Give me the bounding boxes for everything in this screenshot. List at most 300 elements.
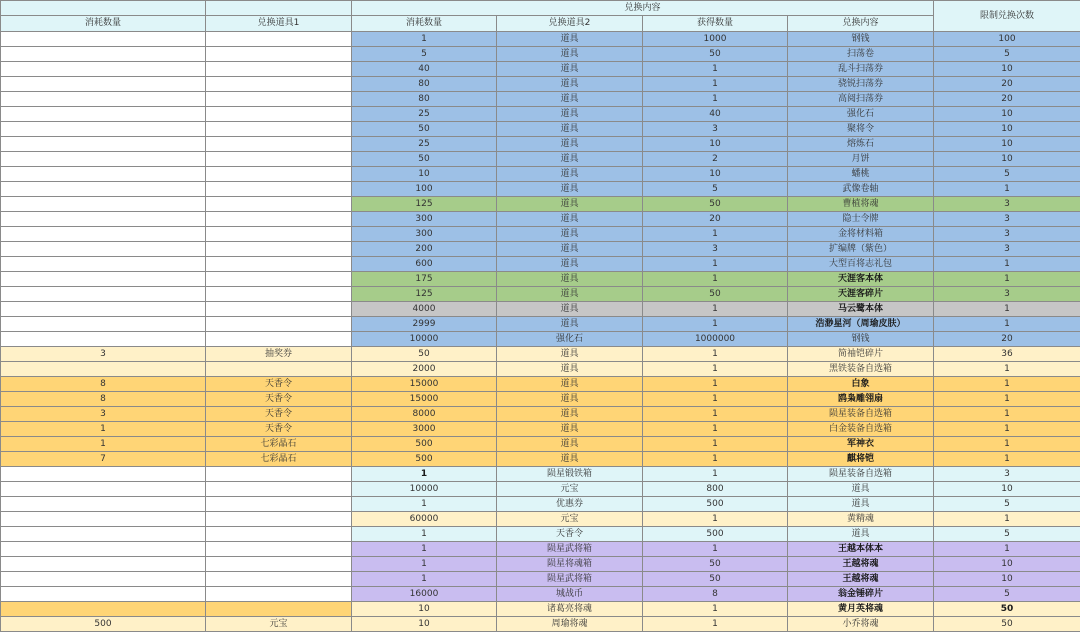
cell-item-1[interactable] (206, 302, 352, 317)
cell-content[interactable]: 王越本体本 (788, 542, 934, 557)
cell-limit[interactable]: 3 (934, 197, 1080, 212)
cell-gain-qty[interactable]: 3 (643, 242, 788, 257)
cell-consume-qty-2[interactable]: 2999 (352, 317, 497, 332)
cell-limit[interactable]: 3 (934, 227, 1080, 242)
cell-consume-qty-2[interactable]: 10000 (352, 482, 497, 497)
cell-consume-qty-1[interactable] (1, 32, 206, 47)
cell-limit[interactable]: 1 (934, 452, 1080, 467)
cell-consume-qty-2[interactable]: 5 (352, 47, 497, 62)
cell-gain-qty[interactable]: 1 (643, 317, 788, 332)
cell-gain-qty[interactable]: 500 (643, 527, 788, 542)
header-col-gain-qty[interactable]: 获得数量 (643, 16, 788, 32)
cell-item-1[interactable]: 七彩晶石 (206, 452, 352, 467)
cell-consume-qty-2[interactable]: 600 (352, 257, 497, 272)
cell-gain-qty[interactable]: 1 (643, 422, 788, 437)
cell-limit[interactable]: 20 (934, 77, 1080, 92)
cell-gain-qty[interactable]: 800 (643, 482, 788, 497)
cell-item-1[interactable]: 天香令 (206, 407, 352, 422)
cell-gain-qty[interactable]: 50 (643, 572, 788, 587)
table-row (1, 347, 1080, 362)
cell-content[interactable]: 金将材料箱 (788, 227, 934, 242)
cell-consume-qty-1[interactable] (1, 332, 206, 347)
cell-item-2[interactable]: 天香令 (497, 527, 643, 542)
cell-item-2[interactable]: 道具 (497, 167, 643, 182)
cell-consume-qty-1[interactable] (1, 77, 206, 92)
cell-limit[interactable]: 50 (934, 617, 1080, 632)
cell-limit[interactable]: 5 (934, 167, 1080, 182)
cell-limit[interactable]: 1 (934, 182, 1080, 197)
cell-content[interactable]: 聚将令 (788, 122, 934, 137)
cell-item-1[interactable] (206, 227, 352, 242)
cell-content[interactable]: 陨星装备自选箱 (788, 407, 934, 422)
table-row (1, 122, 1080, 137)
cell-item-1[interactable] (206, 182, 352, 197)
cell-gain-qty[interactable]: 500 (643, 497, 788, 512)
cell-item-2[interactable]: 元宝 (497, 482, 643, 497)
cell-item-1[interactable] (206, 317, 352, 332)
cell-consume-qty-2[interactable]: 80 (352, 77, 497, 92)
table-row (1, 62, 1080, 77)
cell-item-1[interactable] (206, 122, 352, 137)
cell-consume-qty-2[interactable]: 25 (352, 137, 497, 152)
cell-consume-qty-2[interactable]: 50 (352, 347, 497, 362)
cell-content[interactable]: 白金装备自选箱 (788, 422, 934, 437)
cell-gain-qty[interactable]: 8 (643, 587, 788, 602)
cell-consume-qty-1[interactable] (1, 302, 206, 317)
cell-consume-qty-1[interactable]: 3 (1, 407, 206, 422)
cell-gain-qty[interactable]: 10 (643, 137, 788, 152)
cell-item-2[interactable]: 道具 (497, 437, 643, 452)
cell-limit[interactable]: 1 (934, 422, 1080, 437)
cell-consume-qty-2[interactable]: 10 (352, 167, 497, 182)
cell-content[interactable]: 道具 (788, 527, 934, 542)
cell-item-2[interactable]: 道具 (497, 47, 643, 62)
cell-limit[interactable]: 1 (934, 377, 1080, 392)
cell-content[interactable]: 天涯客碎片 (788, 287, 934, 302)
table-row (1, 227, 1080, 242)
cell-limit[interactable]: 1 (934, 362, 1080, 377)
cell-limit[interactable]: 5 (934, 527, 1080, 542)
cell-consume-qty-2[interactable]: 10 (352, 602, 497, 617)
cell-item-2[interactable]: 道具 (497, 347, 643, 362)
cell-item-1[interactable]: 元宝 (206, 617, 352, 632)
cell-limit[interactable]: 10 (934, 152, 1080, 167)
cell-item-2[interactable]: 陨星武将箱 (497, 572, 643, 587)
cell-item-1[interactable] (206, 542, 352, 557)
cell-consume-qty-1[interactable] (1, 467, 206, 482)
cell-consume-qty-1[interactable]: 1 (1, 437, 206, 452)
cell-content[interactable]: 曹植将魂 (788, 197, 934, 212)
cell-gain-qty[interactable]: 50 (643, 197, 788, 212)
cell-consume-qty-1[interactable] (1, 152, 206, 167)
cell-consume-qty-1[interactable] (1, 482, 206, 497)
cell-consume-qty-1[interactable] (1, 317, 206, 332)
cell-item-2[interactable]: 道具 (497, 377, 643, 392)
cell-item-1[interactable] (206, 257, 352, 272)
cell-item-1[interactable] (206, 602, 352, 617)
cell-consume-qty-2[interactable]: 300 (352, 227, 497, 242)
cell-limit[interactable]: 5 (934, 497, 1080, 512)
cell-gain-qty[interactable]: 2 (643, 152, 788, 167)
cell-item-1[interactable] (206, 197, 352, 212)
cell-content[interactable]: 简袖铠碎片 (788, 347, 934, 362)
cell-gain-qty[interactable]: 50 (643, 47, 788, 62)
cell-gain-qty[interactable]: 1 (643, 347, 788, 362)
table-row (1, 212, 1080, 227)
cell-limit[interactable]: 100 (934, 32, 1080, 47)
cell-limit[interactable]: 1 (934, 317, 1080, 332)
cell-content[interactable]: 军神衣 (788, 437, 934, 452)
cell-consume-qty-1[interactable] (1, 167, 206, 182)
cell-consume-qty-1[interactable] (1, 497, 206, 512)
cell-gain-qty[interactable]: 1 (643, 302, 788, 317)
cell-item-1[interactable]: 抽奖券 (206, 347, 352, 362)
cell-content[interactable]: 骁锐扫荡券 (788, 77, 934, 92)
cell-content[interactable]: 天涯客本体 (788, 272, 934, 287)
cell-gain-qty[interactable]: 5 (643, 182, 788, 197)
cell-item-1[interactable]: 天香令 (206, 392, 352, 407)
cell-item-1[interactable] (206, 107, 352, 122)
cell-item-2[interactable]: 城战币 (497, 587, 643, 602)
cell-gain-qty[interactable]: 20 (643, 212, 788, 227)
cell-gain-qty[interactable]: 1 (643, 77, 788, 92)
table-row (1, 32, 1080, 47)
cell-item-1[interactable] (206, 557, 352, 572)
cell-consume-qty-1[interactable] (1, 242, 206, 257)
table-row (1, 422, 1080, 437)
cell-consume-qty-2[interactable]: 500 (352, 437, 497, 452)
cell-consume-qty-1[interactable] (1, 272, 206, 287)
cell-item-2[interactable]: 强化石 (497, 332, 643, 347)
cell-limit[interactable]: 36 (934, 347, 1080, 362)
cell-consume-qty-1[interactable]: 500 (1, 617, 206, 632)
cell-consume-qty-2[interactable]: 1 (352, 572, 497, 587)
cell-consume-qty-1[interactable] (1, 212, 206, 227)
cell-gain-qty[interactable]: 50 (643, 557, 788, 572)
cell-item-1[interactable] (206, 287, 352, 302)
cell-consume-qty-1[interactable] (1, 257, 206, 272)
cell-content[interactable]: 武像卷轴 (788, 182, 934, 197)
cell-consume-qty-1[interactable]: 1 (1, 422, 206, 437)
cell-gain-qty[interactable]: 1000000 (643, 332, 788, 347)
cell-consume-qty-2[interactable]: 25 (352, 107, 497, 122)
header-col-consume-qty-1[interactable]: 消耗数量 (1, 16, 206, 32)
cell-consume-qty-2[interactable]: 15000 (352, 392, 497, 407)
cell-item-2[interactable]: 道具 (497, 212, 643, 227)
cell-consume-qty-1[interactable]: 8 (1, 377, 206, 392)
cell-item-2[interactable]: 道具 (497, 287, 643, 302)
cell-consume-qty-1[interactable] (1, 512, 206, 527)
cell-limit[interactable]: 1 (934, 512, 1080, 527)
cell-content[interactable]: 王越将魂 (788, 572, 934, 587)
cell-consume-qty-1[interactable] (1, 137, 206, 152)
cell-content[interactable]: 麒将铠 (788, 452, 934, 467)
cell-content[interactable]: 黄月英将魂 (788, 602, 934, 617)
cell-gain-qty[interactable]: 1 (643, 272, 788, 287)
cell-content[interactable]: 鸥枭雕翎扇 (788, 392, 934, 407)
cell-item-2[interactable]: 道具 (497, 32, 643, 47)
cell-gain-qty[interactable]: 1 (643, 407, 788, 422)
cell-consume-qty-1[interactable] (1, 587, 206, 602)
cell-consume-qty-2[interactable]: 40 (352, 62, 497, 77)
cell-consume-qty-2[interactable]: 100 (352, 182, 497, 197)
cell-item-1[interactable] (206, 482, 352, 497)
cell-gain-qty[interactable]: 1 (643, 467, 788, 482)
cell-consume-qty-1[interactable] (1, 572, 206, 587)
cell-consume-qty-1[interactable]: 7 (1, 452, 206, 467)
cell-item-2[interactable]: 道具 (497, 272, 643, 287)
cell-item-2[interactable]: 道具 (497, 242, 643, 257)
cell-content[interactable]: 马云鹭本体 (788, 302, 934, 317)
cell-gain-qty[interactable]: 1 (643, 257, 788, 272)
cell-consume-qty-2[interactable]: 16000 (352, 587, 497, 602)
cell-item-1[interactable] (206, 137, 352, 152)
cell-consume-qty-2[interactable]: 125 (352, 287, 497, 302)
cell-item-2[interactable]: 周瑜将魂 (497, 617, 643, 632)
cell-consume-qty-2[interactable]: 10 (352, 617, 497, 632)
cell-consume-qty-2[interactable]: 10000 (352, 332, 497, 347)
cell-content[interactable]: 月饼 (788, 152, 934, 167)
cell-limit[interactable]: 3 (934, 287, 1080, 302)
cell-consume-qty-2[interactable]: 15000 (352, 377, 497, 392)
header-limit[interactable]: 限制兑换次数 (934, 1, 1080, 32)
cell-item-1[interactable] (206, 152, 352, 167)
cell-consume-qty-2[interactable]: 1 (352, 497, 497, 512)
cell-item-1[interactable] (206, 272, 352, 287)
cell-consume-qty-2[interactable]: 1 (352, 557, 497, 572)
cell-gain-qty[interactable]: 1000 (643, 32, 788, 47)
cell-consume-qty-1[interactable] (1, 287, 206, 302)
cell-consume-qty-2[interactable]: 60000 (352, 512, 497, 527)
cell-consume-qty-2[interactable]: 8000 (352, 407, 497, 422)
cell-item-1[interactable] (206, 527, 352, 542)
cell-limit[interactable]: 1 (934, 407, 1080, 422)
cell-item-2[interactable]: 道具 (497, 422, 643, 437)
cell-gain-qty[interactable]: 10 (643, 167, 788, 182)
cell-consume-qty-2[interactable]: 1 (352, 467, 497, 482)
cell-content[interactable]: 乱斗扫荡券 (788, 62, 934, 77)
cell-content[interactable]: 翁金锤碎片 (788, 587, 934, 602)
cell-item-2[interactable]: 道具 (497, 122, 643, 137)
cell-gain-qty[interactable]: 1 (643, 92, 788, 107)
cell-item-2[interactable]: 道具 (497, 152, 643, 167)
cell-limit[interactable]: 10 (934, 62, 1080, 77)
cell-content[interactable]: 大型百将志礼包 (788, 257, 934, 272)
cell-consume-qty-2[interactable]: 50 (352, 122, 497, 137)
cell-limit[interactable]: 3 (934, 212, 1080, 227)
cell-content[interactable]: 钢钱 (788, 32, 934, 47)
cell-limit[interactable]: 5 (934, 47, 1080, 62)
cell-item-1[interactable] (206, 47, 352, 62)
cell-item-2[interactable]: 道具 (497, 317, 643, 332)
cell-gain-qty[interactable]: 1 (643, 452, 788, 467)
cell-consume-qty-2[interactable]: 2000 (352, 362, 497, 377)
cell-gain-qty[interactable]: 1 (643, 377, 788, 392)
cell-item-2[interactable]: 陨星锻铁箱 (497, 467, 643, 482)
cell-item-2[interactable]: 诸葛亮将魂 (497, 602, 643, 617)
header-group-title[interactable]: 兑换内容 (352, 1, 934, 16)
cell-item-2[interactable]: 道具 (497, 392, 643, 407)
cell-consume-qty-2[interactable]: 200 (352, 242, 497, 257)
cell-item-1[interactable] (206, 212, 352, 227)
cell-gain-qty[interactable]: 3 (643, 122, 788, 137)
cell-item-1[interactable] (206, 467, 352, 482)
cell-consume-qty-1[interactable] (1, 197, 206, 212)
cell-content[interactable]: 高阅扫荡券 (788, 92, 934, 107)
cell-limit[interactable]: 10 (934, 482, 1080, 497)
cell-content[interactable]: 小乔将魂 (788, 617, 934, 632)
cell-item-1[interactable] (206, 362, 352, 377)
cell-content[interactable]: 蟠桃 (788, 167, 934, 182)
cell-content[interactable]: 王越将魂 (788, 557, 934, 572)
cell-gain-qty[interactable]: 1 (643, 392, 788, 407)
cell-item-1[interactable] (206, 77, 352, 92)
cell-content[interactable]: 道具 (788, 482, 934, 497)
cell-item-2[interactable]: 道具 (497, 302, 643, 317)
cell-limit[interactable]: 1 (934, 437, 1080, 452)
cell-consume-qty-1[interactable] (1, 182, 206, 197)
cell-consume-qty-2[interactable]: 1 (352, 527, 497, 542)
cell-item-2[interactable]: 道具 (497, 137, 643, 152)
cell-item-1[interactable]: 天香令 (206, 377, 352, 392)
table-row (1, 317, 1080, 332)
cell-consume-qty-1[interactable] (1, 362, 206, 377)
cell-limit[interactable]: 1 (934, 257, 1080, 272)
cell-item-1[interactable] (206, 512, 352, 527)
cell-gain-qty[interactable]: 1 (643, 227, 788, 242)
cell-item-2[interactable]: 道具 (497, 227, 643, 242)
cell-limit[interactable]: 50 (934, 602, 1080, 617)
cell-content[interactable]: 强化石 (788, 107, 934, 122)
cell-limit[interactable]: 10 (934, 557, 1080, 572)
cell-content[interactable]: 陨星装备自选箱 (788, 467, 934, 482)
cell-item-1[interactable] (206, 497, 352, 512)
header-col-content[interactable]: 兑换内容 (788, 16, 934, 32)
header-col-item-2[interactable]: 兑换道具2 (497, 16, 643, 32)
cell-consume-qty-2[interactable]: 125 (352, 197, 497, 212)
table-row (1, 602, 1080, 617)
cell-content[interactable]: 钢钱 (788, 332, 934, 347)
cell-consume-qty-1[interactable] (1, 227, 206, 242)
cell-item-2[interactable]: 陨星武将箱 (497, 542, 643, 557)
cell-consume-qty-1[interactable] (1, 557, 206, 572)
cell-consume-qty-2[interactable]: 1 (352, 542, 497, 557)
cell-content[interactable]: 浩渺星河（周瑜皮肤） (788, 317, 934, 332)
cell-consume-qty-1[interactable] (1, 122, 206, 137)
cell-item-1[interactable] (206, 167, 352, 182)
cell-gain-qty[interactable]: 1 (643, 437, 788, 452)
header-col-consume-qty-2[interactable]: 消耗数量 (352, 16, 497, 32)
cell-gain-qty[interactable]: 50 (643, 287, 788, 302)
cell-consume-qty-2[interactable]: 4000 (352, 302, 497, 317)
cell-consume-qty-2[interactable]: 175 (352, 272, 497, 287)
cell-gain-qty[interactable]: 1 (643, 617, 788, 632)
cell-item-1[interactable]: 天香令 (206, 422, 352, 437)
cell-consume-qty-2[interactable]: 50 (352, 152, 497, 167)
cell-item-2[interactable]: 优惠券 (497, 497, 643, 512)
cell-gain-qty[interactable]: 1 (643, 542, 788, 557)
cell-item-2[interactable]: 道具 (497, 407, 643, 422)
cell-item-2[interactable]: 道具 (497, 62, 643, 77)
cell-item-1[interactable] (206, 587, 352, 602)
cell-item-2[interactable]: 道具 (497, 182, 643, 197)
cell-item-2[interactable]: 道具 (497, 77, 643, 92)
cell-item-1[interactable] (206, 32, 352, 47)
cell-gain-qty[interactable]: 1 (643, 512, 788, 527)
cell-limit[interactable]: 10 (934, 107, 1080, 122)
cell-item-2[interactable]: 道具 (497, 257, 643, 272)
cell-consume-qty-1[interactable] (1, 47, 206, 62)
cell-gain-qty[interactable]: 1 (643, 62, 788, 77)
cell-limit[interactable]: 3 (934, 242, 1080, 257)
cell-content[interactable]: 扫荡卷 (788, 47, 934, 62)
cell-item-1[interactable] (206, 572, 352, 587)
cell-limit[interactable]: 10 (934, 137, 1080, 152)
cell-item-1[interactable] (206, 62, 352, 77)
cell-consume-qty-1[interactable] (1, 527, 206, 542)
cell-content[interactable]: 道具 (788, 497, 934, 512)
header-col-item-1[interactable]: 兑换道具1 (206, 16, 352, 32)
cell-item-2[interactable]: 道具 (497, 197, 643, 212)
cell-item-1[interactable]: 七彩晶石 (206, 437, 352, 452)
cell-content[interactable]: 扩编牌（紫色） (788, 242, 934, 257)
cell-consume-qty-2[interactable]: 80 (352, 92, 497, 107)
cell-limit[interactable]: 1 (934, 302, 1080, 317)
cell-item-1[interactable] (206, 332, 352, 347)
cell-content[interactable]: 白象 (788, 377, 934, 392)
header-row-2 (1, 16, 1080, 32)
cell-limit[interactable]: 10 (934, 122, 1080, 137)
cell-limit[interactable]: 1 (934, 392, 1080, 407)
cell-item-1[interactable] (206, 242, 352, 257)
cell-limit[interactable]: 20 (934, 92, 1080, 107)
cell-consume-qty-1[interactable] (1, 92, 206, 107)
cell-limit[interactable]: 5 (934, 587, 1080, 602)
cell-limit[interactable]: 1 (934, 542, 1080, 557)
cell-consume-qty-2[interactable]: 500 (352, 452, 497, 467)
cell-content[interactable]: 熔炼石 (788, 137, 934, 152)
cell-consume-qty-2[interactable]: 300 (352, 212, 497, 227)
cell-consume-qty-1[interactable]: 3 (1, 347, 206, 362)
cell-limit[interactable]: 10 (934, 572, 1080, 587)
cell-content[interactable]: 隐士令牌 (788, 212, 934, 227)
cell-gain-qty[interactable]: 40 (643, 107, 788, 122)
cell-consume-qty-1[interactable] (1, 542, 206, 557)
cell-consume-qty-2[interactable]: 3000 (352, 422, 497, 437)
cell-consume-qty-1[interactable]: 8 (1, 392, 206, 407)
cell-item-2[interactable]: 道具 (497, 362, 643, 377)
cell-item-2[interactable]: 道具 (497, 92, 643, 107)
cell-consume-qty-1[interactable] (1, 107, 206, 122)
cell-limit[interactable]: 3 (934, 467, 1080, 482)
header-blank-cell (1, 1, 206, 16)
cell-consume-qty-1[interactable] (1, 62, 206, 77)
cell-item-2[interactable]: 元宝 (497, 512, 643, 527)
cell-consume-qty-2[interactable]: 1 (352, 32, 497, 47)
header-blank-cell (206, 1, 352, 16)
cell-content[interactable]: 黄精魂 (788, 512, 934, 527)
cell-limit[interactable]: 20 (934, 332, 1080, 347)
cell-item-2[interactable]: 道具 (497, 452, 643, 467)
cell-item-2[interactable]: 陨星将魂箱 (497, 557, 643, 572)
cell-gain-qty[interactable]: 1 (643, 602, 788, 617)
cell-gain-qty[interactable]: 1 (643, 362, 788, 377)
cell-content[interactable]: 黑铁装备自选箱 (788, 362, 934, 377)
cell-item-1[interactable] (206, 92, 352, 107)
cell-item-2[interactable]: 道具 (497, 107, 643, 122)
cell-consume-qty-1[interactable] (1, 602, 206, 617)
cell-limit[interactable]: 1 (934, 272, 1080, 287)
